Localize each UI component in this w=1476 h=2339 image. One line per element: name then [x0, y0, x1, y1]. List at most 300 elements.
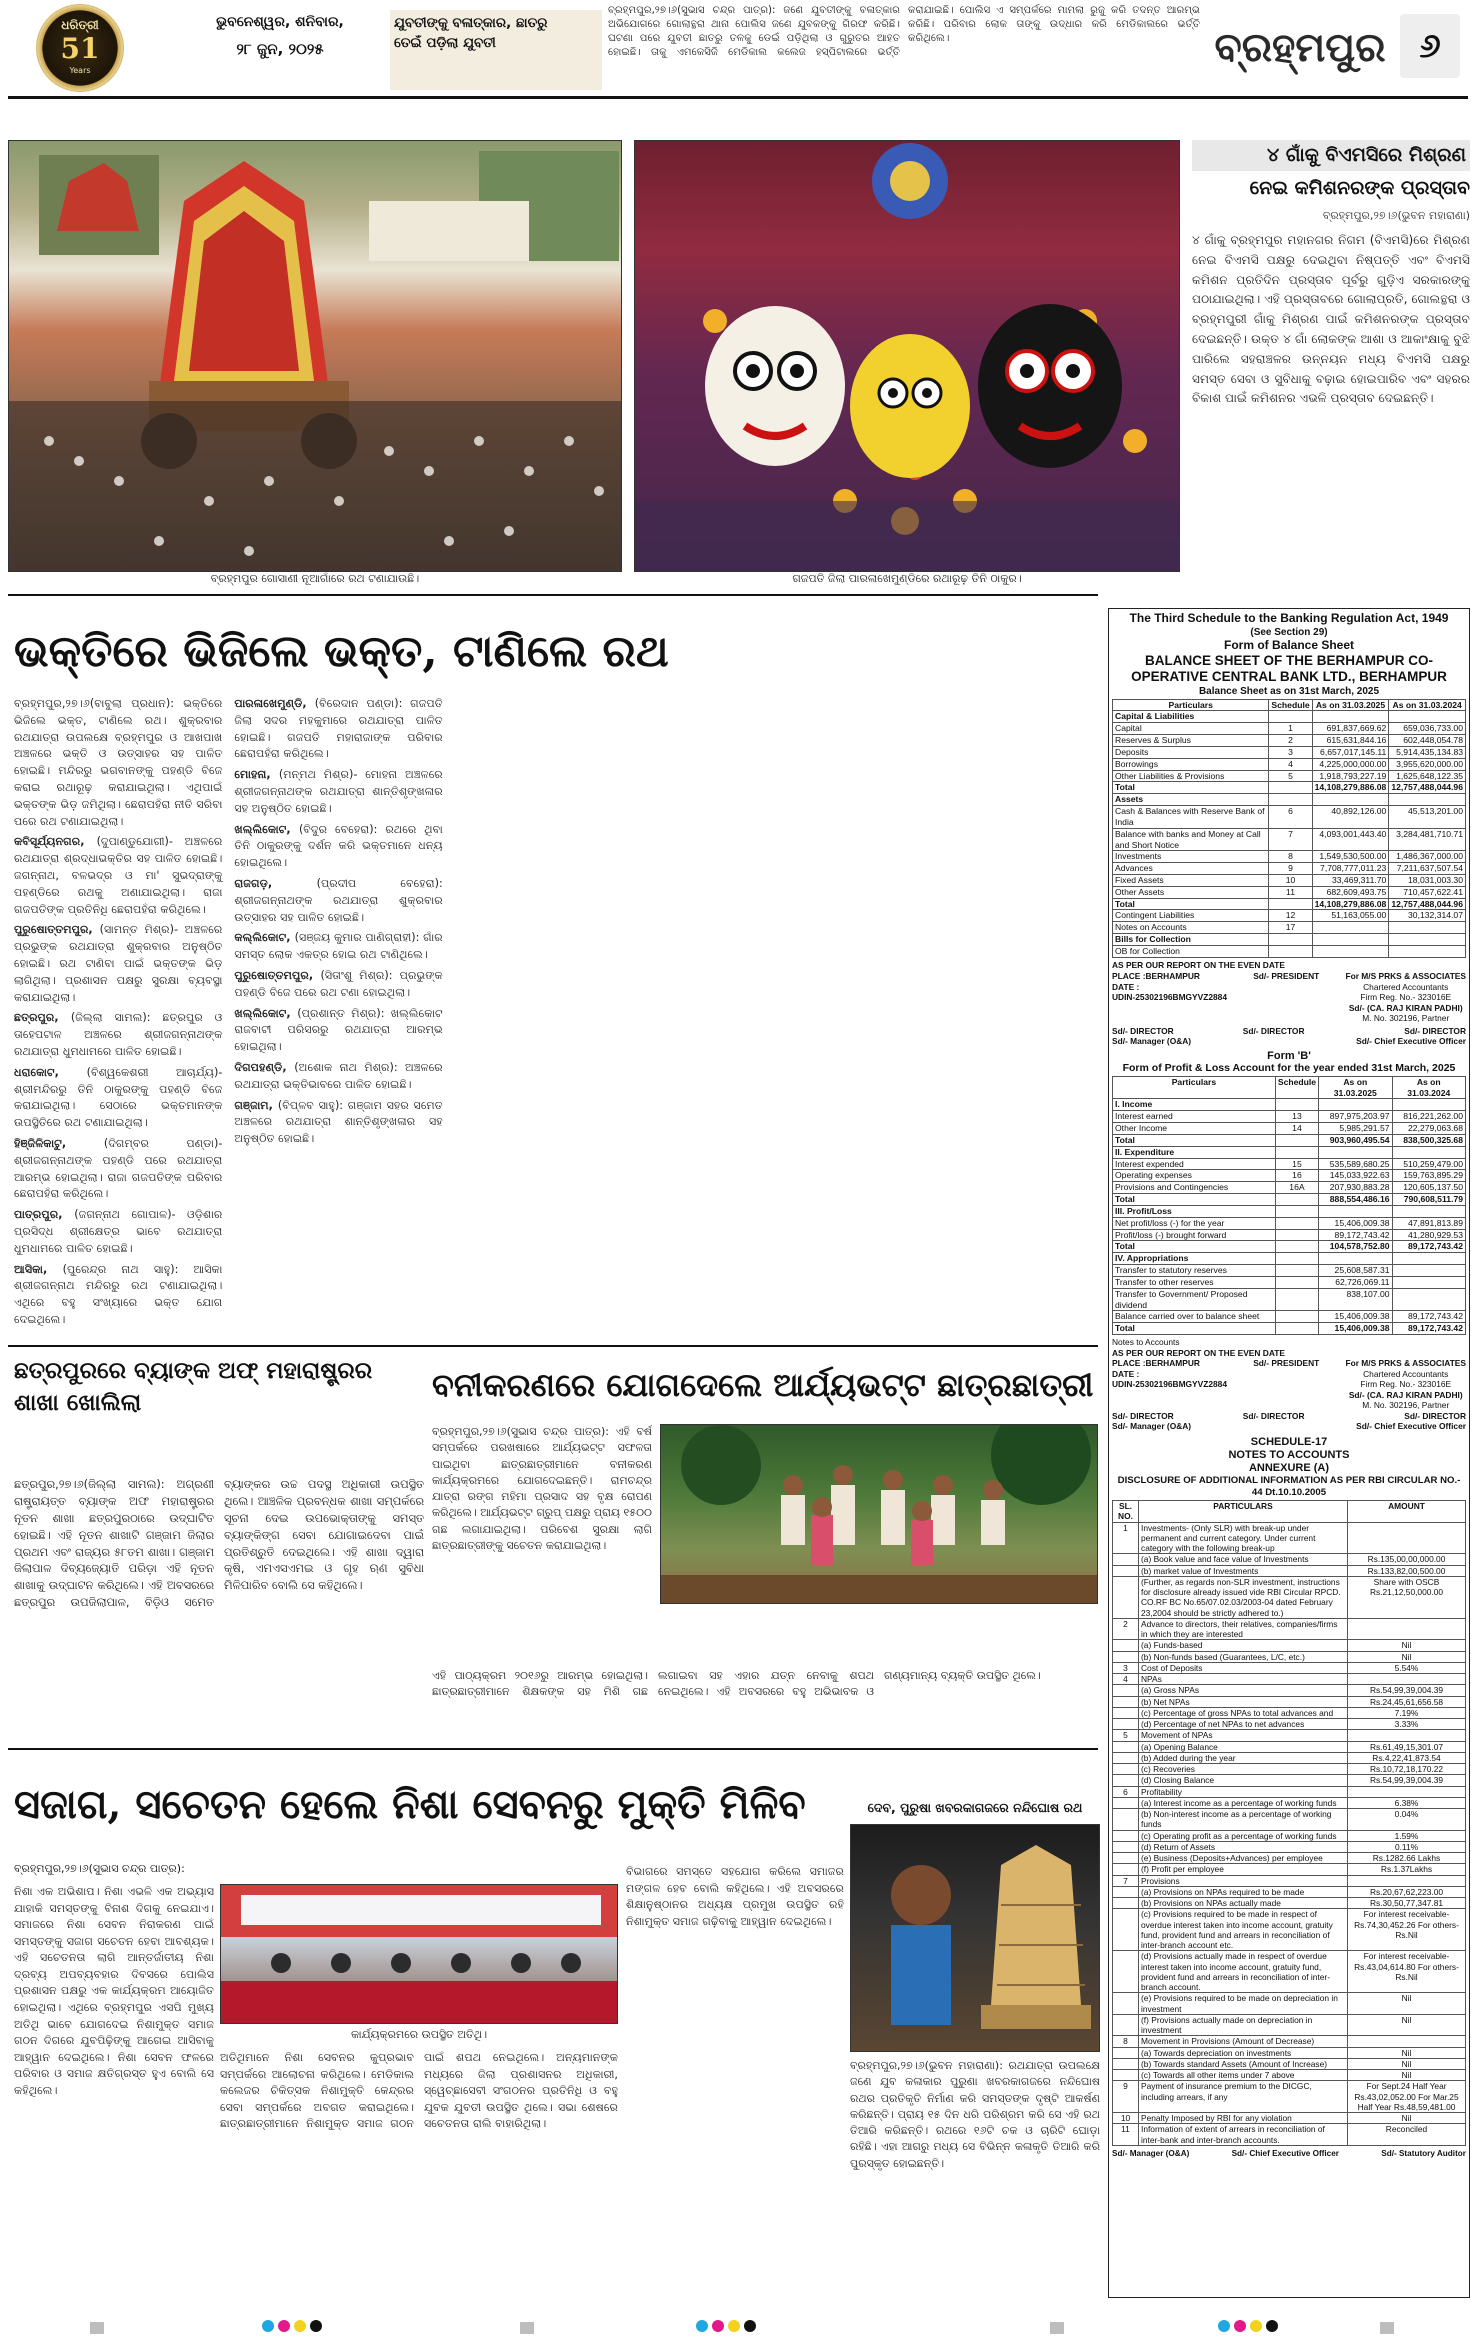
dc-table-cell: [1113, 2058, 1139, 2069]
pl-table-row: [1113, 1288, 1466, 1311]
dc-table-cell: (d) Return of Assets: [1139, 1841, 1348, 1852]
dc-table-cell: 3.33%: [1348, 1719, 1466, 1730]
dc-table-row: [1113, 1741, 1466, 1752]
dc-table-cell: [1113, 2047, 1139, 2058]
bs-table-cell: 7,708,777,011.23: [1312, 863, 1389, 875]
rath-paragraph: [234, 767, 442, 817]
rath-paragraph-text: (ପୁରେନ୍ଦ୍ର ନାଥ ସାହୁ): ଆସିକା ଶ୍ରୀଜଗନ୍ନାଥ ମନ୍ଦିରରୁ ରଥ ଟଣାଯାଇଥିଲା। ଏଥିରେ ବହୁ ସଂଖ୍ୟାରେ ଭକ୍ତ ଯୋଗ ଦେଇଥିଲେ।: [14, 1262, 223, 1326]
bs-column-header: As on 31.03.2024: [1389, 699, 1466, 711]
bs-column-header: As on 31.03.2025: [1312, 699, 1389, 711]
disclosure-footer: [1112, 2149, 1466, 2159]
bs-table-cell: 3,955,620,000.00: [1389, 758, 1466, 770]
pl-table-cell: Total: [1113, 1323, 1276, 1335]
bs-table-cell: 6: [1269, 806, 1312, 829]
dc-table-row: [1113, 1719, 1466, 1730]
bs-table-cell: [1269, 794, 1312, 806]
dc-table-cell: Reconciled: [1348, 2124, 1466, 2146]
dc-table-row: [1113, 1864, 1466, 1875]
bs-table-cell: Fixed Assets: [1113, 874, 1269, 886]
bmc-byline: ବ୍ରହ୍ମପୁର,୨୭।୬(ଭୁବନ ମହାରାଣା): [1322, 209, 1470, 223]
bmc-body: ୪ ଗାଁକୁ ବ୍ରହ୍ମପୁର ମହାନଗର ନିଗମ (ବିଏମସି)ରେ ମିଶ୍ରଣ ନେଇ ବିଏମସି ପକ୍ଷରୁ ଦେଇଥିବା ନିଷ୍ପତ୍ତି ଏବଂ ବିଏମସି କମିଶନ ପ୍ରତିଦିନ ପ୍ରସ୍ତାବ ପୂର୍ବରୁ ଗୁଡ଼ିଏ ସରକାରଙ୍କୁ ପଠାଯାଇଥିଲା। ଏହି ପ୍ରସ୍ତାବରେ ଗୋଲାପ୍ରତି, ଗୋଲନ୍ଥରା ଓ ବ୍ରହ୍ମପୁରୀ ଗାଁକୁ ମିଶ୍ରଣ ପାଇଁ କମିଶନରଙ୍କ ପ୍ରସ୍ତାବ ଦେଇଛନ୍ତି। ଉକ୍ତ ୪ ଗାଁ ଲୋକଙ୍କ ଆଶା ଓ ଆକାଂକ୍ଷାକୁ ବୁଝି ପାରିଲେ ସହରାଞ୍ଚଳର ଉନ୍ନୟନ ମଧ୍ୟ ବିଏମସି ପକ୍ଷରୁ ସମସ୍ତ ସେବା ଓ ସୁବିଧାକୁ ବଢ଼ାଇ ହୋଇପାରିବ ଏବଂ ସହରର ବିକାଶ ପାଇଁ କମିଶନର ଏଭଳି ପ୍ରସ୍ତାବ ଦେଇଛନ୍ତି।: [1192, 233, 1470, 406]
footer-ceo: Sd/- Chief Executive Officer: [1231, 2148, 1339, 2158]
rath-paragraph: [14, 1065, 222, 1132]
dc-table-row: [1113, 1565, 1466, 1576]
dc-table-cell: Nil: [1348, 2047, 1466, 2058]
dc-table-cell: 1.59%: [1348, 1830, 1466, 1841]
dc-table-cell: 4: [1113, 1674, 1139, 1685]
bs-table-cell: [1389, 934, 1466, 946]
pl-table-cell: 888,554,486.16: [1319, 1194, 1392, 1206]
rath-dateline: ପୁରୁଷୋତ୍ତମପୁର,: [234, 968, 321, 982]
rath-dateline: ମୋହନା,: [234, 768, 279, 782]
bs-table-cell: 659,036,733.00: [1389, 723, 1466, 735]
dc-column-header: AMOUNT: [1348, 1501, 1466, 1523]
pl-table-row: [1113, 1158, 1466, 1170]
dc-table-cell: [1113, 1775, 1139, 1786]
section-rule-1: [8, 594, 1098, 596]
dc-table-cell: (d) Provisions actually made in respect of overdue interest taken into income account, gratuity fund, provident fund and arrears in reconciliation of inter-branch account.: [1139, 1951, 1348, 1993]
bs-table-cell: 8: [1269, 851, 1312, 863]
pl-table-row: [1113, 1241, 1466, 1253]
pl-table-cell: III. Profit/Loss: [1113, 1205, 1276, 1217]
pl-table-cell: 14: [1275, 1123, 1318, 1135]
bs-table-cell: Capital: [1113, 723, 1269, 735]
pl-table-cell: 16A: [1275, 1182, 1318, 1194]
teaser-headline: [390, 10, 602, 90]
dc-table-cell: For Sept.24 Half Year Rs.43,02,052.00 For Mar.25 Half Year Rs.48,59,481.00: [1348, 2081, 1466, 2113]
dc-table-row: [1113, 1707, 1466, 1718]
bs-table-cell: 14,108,279,886.08: [1312, 898, 1389, 910]
rath-paragraph-text: (ସଞ୍ଜୟ କୁମାର ପାଣିଗ୍ରାହୀ): ଗାଁର ସମସ୍ତ ଲୋକ ଏକତ୍ର ହୋଇ ରଥ ଟାଣିଥିଲେ।: [234, 931, 443, 962]
dc-table-row: [1113, 1764, 1466, 1775]
bs-table-cell: 1,549,530,500.00: [1312, 851, 1389, 863]
anniversary-logo: [36, 4, 124, 92]
bs-section: (See Section 29): [1250, 626, 1328, 638]
bs-table-cell: [1389, 794, 1466, 806]
bs-table-cell: Deposits: [1113, 746, 1269, 758]
dc-table-cell: (a) Towards depreciation on investments: [1139, 2047, 1348, 2058]
dc-table-cell: [1113, 1719, 1139, 1730]
dc-table-cell: (d) Percentage of net NPAs to net advances: [1139, 1719, 1348, 1730]
bs-table-cell: 4,225,000,000.00: [1312, 758, 1389, 770]
pl-table-row: [1113, 1194, 1466, 1206]
bs-table-cell: Balance with banks and Money at Call and Short Notice: [1113, 828, 1269, 851]
tree-body-top: ବ୍ରହ୍ମପୁର,୨୭।୬(ସୁଭାସ ଚନ୍ଦ୍ର ପାତ୍ର): ଏହି ବର୍ଷ ସମ୍ପର୍କରେ ପରଖଷାରେ ଆର୍ଯ୍ୟଭଟ୍ଟ ସଫଳତା ପାଇଥିବା ଛାତ୍ରଛାତ୍ରୀମାନେ ବନୀକରଣ କାର୍ଯ୍ୟକ୍ରମରେ ଯୋଗଦେଇଛନ୍ତି। ରାମଚନ୍ଦ୍ର ଯାତ୍ରା ରଙ୍ଗ ମହିମା ପ୍ରସାଦ ସହ ବୃକ୍ଷ ରୋପଣ କରିଥିଲେ। ଆର୍ଯ୍ୟଭଟ୍ଟ ଗ୍ରୁପ୍ ପକ୍ଷରୁ ପ୍ରାୟ ୧୫୦୦ ଗଛ ଲଗାଯାଇଥିଲା। ପରିବେଶ ସୁରକ୍ଷା ଲାଗି ଛାତ୍ରଛାତ୍ରୀଙ୍କୁ ସଚେତନ କରାଯାଇଥିଲା।: [432, 1425, 652, 1552]
deity-photo-caption: ଗଜପତି ଜିଲା ପାରଳାଖେମୁଣ୍ଡିରେ ରଥାରୂଢ଼ ତିନି ଠାକୁର।: [634, 572, 1180, 590]
dc-table-cell: 1: [1113, 1522, 1139, 1554]
dc-table-cell: (c) Recoveries: [1139, 1764, 1348, 1775]
bs-table-cell: 602,448,054.78: [1389, 735, 1466, 747]
bmc-story: [1192, 140, 1470, 592]
schedule-17: SCHEDULE-17: [1250, 1435, 1328, 1448]
rath-headline: ଭକ୍ତିରେ ଭିଜିଲେ ଭକ୍ତ, ଟାଣିଲେ ରଥ: [14, 626, 669, 677]
pl-table-row: [1113, 1182, 1466, 1194]
dc-table-cell: (c) Operating profit as a percentage of working funds: [1139, 1830, 1348, 1841]
rath-body-paragraphs: [14, 696, 443, 1338]
rath-paragraph-text: (ପ୍ରଶାନ୍ତ ମିଶ୍ର): ଖଲ୍ଲିକୋଟ ରାଜବାଟୀ ପରିସରରୁ ରଥଯାତ୍ରା ଆରମ୍ଭ ହୋଇଥିଲା।: [234, 1006, 443, 1054]
dc-table-cell: 5: [1113, 1730, 1139, 1741]
pl-table-cell: Profit/loss (-) brought forward: [1113, 1229, 1276, 1241]
bs-table-cell: 12: [1269, 910, 1312, 922]
dc-table-cell: [1348, 1522, 1466, 1554]
rath-paragraph-text: (ବିଦୁର ବେହେରା): ରଥରେ ଥିବା ତିନି ଠାକୁରଙ୍କୁ ଦର୍ଶନ କରି ଭକ୍ତମାନେ ଧନ୍ୟ ହୋଇଥିଲେ।: [234, 822, 443, 870]
bs-table-cell: 30,132,314.07: [1389, 910, 1466, 922]
rath-paragraph: [234, 696, 442, 763]
rath-paragraph: [14, 1262, 222, 1329]
bs-date: Balance Sheet as on 31st March, 2025: [1198, 685, 1380, 697]
artist-body-bottom: ବ୍ରହ୍ମପୁର,୨୭।୬(ଭୁବନ ମହାରାଣା): ରଥଯାତ୍ରା ଉପଲକ୍ଷେ ଜଣେ ଯୁବ କଳାକାର ପୁରୁଣା ଖବରକାଗଜରେ ନନ୍ଦିଘୋଷ ରଥର ପ୍ରତିକୃତି ନିର୍ମାଣ କରି ସମସ୍ତଙ୍କ ଦୃଷ୍ଟି ଆକର୍ଷଣ କରିଛନ୍ତି। ପ୍ରାୟ ୧୫ ଦିନ ଧରି ପରିଶ୍ରମ କରି ସେ ଏହି ରଥ ତିଆରି କରିଛନ୍ତି। ରଥରେ ୧୬ଟି ଚକ ଓ ଚାରିଟି ଘୋଡ଼ା ରହିଛି। ଏହା ଆଗରୁ ମଧ୍ୟ ସେ ବିଭିନ୍ନ କଳାକୃତି ତିଆରି କରି ପୁରସ୍କୃତ ହୋଇଛନ୍ତି।: [850, 2059, 1100, 2170]
dc-table-cell: (a) Funds-based: [1139, 1640, 1348, 1651]
dc-table-cell: Rs.4,22,41,873.54: [1348, 1752, 1466, 1763]
bs-table-cell: [1389, 711, 1466, 723]
pl-table-body: [1113, 1099, 1466, 1335]
bs-form-title: Form of Balance Sheet: [1223, 637, 1355, 652]
pl-table-cell: [1275, 1288, 1318, 1311]
tree-body-bottom: ଏହି ପାଠ୍ୟକ୍ରମ ୨୦୧୬ରୁ ଆରମ୍ଭ ହୋଇଥିଲା। ଛାତ୍ରଛାତ୍ରୀମାନେ ଶିକ୍ଷକଙ୍କ ସହ ମିଶି ଗଛ ଲଗାଇବା ସହ ଏହାର ଯତ୍ନ ନେବାକୁ ଶପଥ ନେଇଥିଲେ। ଏହି ଅବସରରେ ବହୁ ଅଭିଭାବକ ଓ ଗଣ୍ୟମାନ୍ୟ ବ୍ୟକ୍ତି ଉପସ୍ଥିତ ଥିଲେ।: [432, 1669, 1041, 1699]
dc-table-cell: Investments- (Only SLR) with break-up under permanent and current category. Under current category with the following break-up: [1139, 1522, 1348, 1554]
dc-table-cell: (Further, as regards non-SLR investment, instructions for disclosure already issued vide RBI Circular RPCD. CO.RF BC No.65/07.02.03/2003-04 dated February 23,2004 should be strictly adhered to.): [1139, 1576, 1348, 1618]
disclosure-title: DISCLOSURE OF ADDITIONAL INFORMATION AS PER RBI CIRCULAR NO.- 44 Dt.10.10.2005: [1117, 1475, 1461, 1498]
dc-table-cell: Information of extent of arrears in reconciliation of inter-bank and inter-branch accounts.: [1139, 2124, 1348, 2146]
bs-table-row: [1113, 746, 1466, 758]
dc-table-row: [1113, 1797, 1466, 1808]
bs-table-cell: 40,892,126.00: [1312, 806, 1389, 829]
pl-table-cell: [1275, 1194, 1318, 1206]
pl-table-cell: [1275, 1241, 1318, 1253]
rath-paragraph: [234, 1060, 442, 1094]
dc-table-cell: 0.04%: [1348, 1809, 1466, 1831]
rath-paragraph: [14, 834, 222, 918]
bs-table-cell: [1389, 922, 1466, 934]
dc-table-cell: Payment of insurance premium to the DICGC, including arrears, if any: [1139, 2081, 1348, 2113]
pl-table-cell: [1319, 1253, 1392, 1265]
bs-table-cell: Reserves & Surplus: [1113, 735, 1269, 747]
rath-illustration: [9, 141, 622, 572]
bs-bank-name: BALANCE SHEET OF THE BERHAMPUR CO-OPERATIVE CENTRAL BANK LTD., BERHAMPUR: [1131, 653, 1447, 685]
pl-table-cell: 15: [1275, 1158, 1318, 1170]
dc-table-cell: (a) Book value and face value of Investments: [1139, 1554, 1348, 1565]
pl-table-row: [1113, 1123, 1466, 1135]
artist-headline: ଦେବ, ପୁରୁଷା ଖବରକାଗଜରେ ନନ୍ଦିଘୋଷ ରଥ: [867, 1800, 1083, 1815]
pl-table-cell: Net profit/loss (-) for the year: [1113, 1217, 1276, 1229]
dc-table-cell: [1113, 1809, 1139, 1831]
dc-table-row: [1113, 1993, 1466, 2015]
dc-table-row: [1113, 1662, 1466, 1673]
dc-table-cell: [1348, 1674, 1466, 1685]
pl-date-label: DATE :: [1112, 1368, 1140, 1379]
dc-table-cell: [1113, 1685, 1139, 1696]
dc-table-cell: [1348, 1618, 1466, 1640]
dc-table-row: [1113, 1685, 1466, 1696]
bs-director-left: [1112, 1026, 1191, 1047]
dc-table-cell: [1113, 1741, 1139, 1752]
masthead: [0, 0, 1476, 96]
grey-mark-right: [1050, 2322, 1064, 2334]
bs-table-cell: [1312, 711, 1389, 723]
pl-column-header: As on 31.03.2025: [1319, 1076, 1392, 1099]
masthead-rule: [8, 96, 1468, 99]
dateline: [170, 14, 390, 84]
bs-schedule-title: The Third Schedule to the Banking Regulation Act, 1949: [1129, 611, 1449, 625]
pl-table-cell: [1392, 1099, 1465, 1111]
bs-table-cell: [1269, 711, 1312, 723]
rath-paragraph-text: (ଅଶୋକ ନାଥ ମିଶ୍ର): ଅଞ୍ଚଳରେ ରଥଯାତ୍ରା ଭକ୍ତିଭାବରେ ପାଳିତ ହୋଇଛି।: [234, 1060, 443, 1091]
dc-table-cell: [1113, 1886, 1139, 1897]
dc-table-cell: (c) Percentage of gross NPAs to total advances and: [1139, 1707, 1348, 1718]
bs-table-cell: 45,513,201.00: [1389, 806, 1466, 829]
pl-table-cell: [1319, 1099, 1392, 1111]
bank-body: ଛତ୍ରପୁର,୨୭।୬(ଜିଲ୍ଲା ସାମଲ): ଅଗ୍ରଣୀ ରାଷ୍ଟ୍ରାୟତ୍ତ ବ୍ୟାଙ୍କ ଅଫ ମହାରାଷ୍ଟ୍ରର ନୂତନ ଶାଖା ଛତ୍ରପୁରଠାରେ ଉଦ୍‌ଘାଟିତ ହୋଇଛି। ଏହି ନୂତନ ଶାଖାଟି ଗଞ୍ଜାମ ଜିଲାର ପ୍ରଥମ ଏବଂ ରାଜ୍ୟର ୫୮ତମ ଶାଖା। ଗଞ୍ଜାମ ଜିଲାପାଳ ଦିବ୍ୟଜ୍ୟୋତି ପରିଡ଼ା ଏହି ନୂତନ ଶାଖାକୁ ଉଦ୍‌ଘାଟନ କରିଥିଲେ। ଏହି ଅବସରରେ ଛତ୍ରପୁର ଉପଜିଲାପାଳ, ବିଡ଼ିଓ ସମେତ ବ୍ୟାଙ୍କର ଉଚ୍ଚ ପଦସ୍ଥ ଅଧିକାରୀ ଉପସ୍ଥିତ ଥିଲେ। ଆଞ୍ଚଳିକ ପ୍ରବନ୍ଧକ ଶାଖା ସମ୍ପର୍କରେ ସୂଚନା ଦେଇ ଉପଭୋକ୍ତାଙ୍କୁ ସମସ୍ତ ବ୍ୟାଙ୍କିଙ୍ଗ ସେବା ଯୋଗାଇଦେବା ପାଇଁ ପ୍ରତିଶ୍ରୁତି ଦେଇଥିଲେ। ଏହି ଶାଖା ଦ୍ୱାରା କୃଷି, ଏମଏସଏମଇ ଓ ଗୃହ ଋଣ ସୁବିଧା ମିଳିପାରିବ ବୋଲି ସେ କହିଥିଲେ।: [14, 1477, 424, 1610]
pl-table-cell: 89,172,743.42: [1392, 1323, 1465, 1335]
bs-manager-text: Sd/- Manager (O&A): [1112, 1036, 1192, 1047]
dc-table-cell: [1348, 1786, 1466, 1797]
bs-table-cell: 4: [1269, 758, 1312, 770]
grey-mark-left: [90, 2322, 104, 2334]
bs-director-left-text: Sd/- DIRECTOR: [1112, 1025, 1174, 1036]
pl-table-cell: I. Income: [1113, 1099, 1276, 1111]
pl-table-row: [1113, 1134, 1466, 1146]
bs-table-cell: 691,837,669.62: [1312, 723, 1389, 735]
dc-table-row: [1113, 1786, 1466, 1797]
dc-table-row: [1113, 1618, 1466, 1640]
dc-table-row: [1113, 1853, 1466, 1864]
bs-place: PLACE :BERHAMPUR: [1112, 971, 1200, 982]
pl-table-cell: Total: [1113, 1134, 1276, 1146]
bs-table-cell: [1312, 945, 1389, 957]
tree-photo: [660, 1424, 1098, 1604]
pl-director-right-text: Sd/- DIRECTOR: [1404, 1410, 1466, 1421]
pl-table-cell: 120,605,137.50: [1392, 1182, 1465, 1194]
dc-table-cell: 2: [1113, 1618, 1139, 1640]
rath-paragraph-text: (ବିପ୍ଳବ ସାହୁ): ଗଞ୍ଜାମ ସହର ସମେତ ଅଞ୍ଚଳରେ ରଥଯାତ୍ରା ଶାନ୍ତିଶୃଙ୍ଖଳାର ସହ ଅନୁଷ୍ଠିତ ହୋଇଛି।: [234, 1098, 443, 1146]
pl-table-cell: 790,608,511.79: [1392, 1194, 1465, 1206]
dc-table-cell: Rs.54,99,39,004.39: [1348, 1775, 1466, 1786]
rath-dateline: ପୁରୁଷୋତ୍ତମପୁର,: [14, 923, 100, 937]
pl-column-header: As on 31.03.2024: [1392, 1076, 1465, 1099]
disclosure-table: [1112, 1500, 1466, 2146]
dc-table-row: [1113, 2036, 1466, 2047]
pl-table-cell: 535,589,680.25: [1319, 1158, 1392, 1170]
rath-paragraph: [14, 922, 222, 1006]
pl-table-cell: [1275, 1253, 1318, 1265]
pl-firm-2: Chartered Accountants: [1363, 1368, 1449, 1379]
rath-paragraph-text: (ଦିଗମ୍ବର ପଣ୍ଡା)- ଶ୍ରୀଜଗନ୍ନାଥଙ୍କ ପହଣ୍ଡି ପରେ ରଥଯାତ୍ରା ଆରମ୍ଭ ହୋଇଥିଲା। ରାଜା ଗଜପତିଙ୍କ ପରିବାର ଛେରାପହଁରା କରିଥିଲେ।: [14, 1136, 223, 1201]
pl-table-cell: II. Expenditure: [1113, 1146, 1276, 1158]
bs-table-cell: 18,031,003.30: [1389, 874, 1466, 886]
bs-udin: UDIN-25302196BMGYVZ2884: [1112, 992, 1227, 1003]
rath-dateline: ଖଲ୍ଲିକୋଟ,: [234, 1006, 298, 1020]
pl-firm: For M/S PRKS & ASSOCIATES: [1345, 1358, 1466, 1368]
section-rule-2: [8, 1345, 1098, 1347]
bs-table-row: [1113, 735, 1466, 747]
dc-table-cell: Share with OSCB Rs.21,12,50,000.00: [1348, 1576, 1466, 1618]
teaser-body: ବ୍ରହ୍ମପୁର,୨୭।୬(ସୁଭାସ ଚନ୍ଦ୍ର ପାତ୍ର): ଜଣେ ଯୁବତୀଙ୍କୁ ବଳାତ୍କାର ଅଭିଯୋଗରେ ଗୋଲାନ୍ଥରା ଥାନା ପୋଲିସ ଜଣେ ଯୁବକଙ୍କୁ ଗିରଫ କରିଛି। ଘଟଣା ପରେ ଯୁବତୀ ଛାତରୁ ତଳକୁ ଡେଇଁ ପଡ଼ିଥିଲା ଓ ଗୁରୁତର ଆହତ ହୋଇଛି। ତାକୁ ଏମକେସିଜି ମେଡିକାଲ କଲେଜ ହସ୍ପିଟାଲରେ ଭର୍ତ୍ତି କରାଯାଇଛି। ପୋଲିସ ଏ ସମ୍ପର୍କରେ ମାମଲା ରୁଜୁ କରି ତଦନ୍ତ ଆରମ୍ଭ କରିଛି। ପରିବାର ଲୋକ ତାଙ୍କୁ ଉଦ୍ଧାର କରି ମେଡିକାଲରେ ଭର୍ତ୍ତି କରିଥିଲେ।: [608, 5, 1200, 58]
bs-ceo-text: Sd/- Chief Executive Officer: [1356, 1036, 1466, 1047]
pl-udin: UDIN-25302196BMGYVZ2884: [1112, 1379, 1227, 1389]
dc-table-cell: 7.19%: [1348, 1707, 1466, 1718]
dc-table-cell: [1113, 1993, 1139, 2015]
rath-dateline: ଛତ୍ରପୁର,: [14, 1011, 71, 1025]
bs-table-cell: [1269, 898, 1312, 910]
drug-byline: ବ୍ରହ୍ମପୁର,୨୭।୬(ସୁଭାସ ଚନ୍ଦ୍ର ପାତ୍ର):: [14, 1862, 185, 1875]
bs-table-row: [1113, 945, 1466, 957]
dc-table-cell: [1113, 1898, 1139, 1909]
pl-table-cell: 15,406,009.38: [1319, 1311, 1392, 1323]
pl-title: Form of Profit & Loss Account for the year ended 31st March, 2025: [1122, 1061, 1456, 1074]
bs-table-cell: 51,163,055.00: [1312, 910, 1389, 922]
pl-table-cell: 838,107.00: [1319, 1288, 1392, 1311]
drug-photo-caption: କାର୍ଯ୍ୟକ୍ରମରେ ଉପସ୍ଥିତ ଅତିଥି।: [350, 2028, 488, 2041]
dc-table-row: [1113, 2014, 1466, 2036]
bs-table-row: [1113, 886, 1466, 898]
rath-dateline: କବିସୂର୍ଯ୍ୟନଗର,: [14, 835, 97, 849]
dc-table-cell: (c) Provisions required to be made in respect of overdue interest taken into income account, gratuity fund, provident fund and arrears in reconciliation of inter-branch account etc.: [1139, 1909, 1348, 1951]
dc-table-cell: Rs.1282.66 Lakhs: [1348, 1853, 1466, 1864]
bs-table-cell: 615,631,844.16: [1312, 735, 1389, 747]
rath-paragraph-text: (ବିରେଦାନ ପଣ୍ଡା): ଗଜପତି ଜିଲା ସଦର ମହକୁମାରେ ରଥଯାତ୍ରା ପାଳିତ ହୋଇଛି। ଗଜପତି ମହାରାଜାଙ୍କ ପରିବାର ଛେରାପହଁରା କରିଥିଲେ।: [234, 697, 443, 761]
dc-table-row: [1113, 1809, 1466, 1831]
bs-table-row: [1113, 922, 1466, 934]
dc-table-cell: Rs.20,67,62,223.00: [1348, 1886, 1466, 1897]
rath-paragraph-text: (ଦୁପାଣ୍ଡୁଯୋଗୀ)- ଅଞ୍ଚଳରେ ରଥଯାତ୍ରା ଶ୍ରଦ୍ଧାଭକ୍ତିର ସହ ପାଳିତ ହୋଇଛି। ଜଗନ୍ନାଥ, ବଳଭଦ୍ର ଓ ମା' ସୁଭଦ୍ରାଙ୍କୁ ପହଣ୍ଡିରେ ରଥକୁ ଅଣାଯାଇଥିଲା। ରାଜା ଗଜପତିଙ୍କ ପ୍ରତିନିଧି ଛେରାପହଁରା କରିଥିଲେ।: [14, 835, 223, 916]
dateline-day: ଭୁବନେଶ୍ୱର, ଶନିବାର,: [216, 14, 344, 30]
rath-dateline: କଲ୍ଲିକୋଟ,: [234, 931, 295, 945]
pl-table-cell: IV. Appropriations: [1113, 1253, 1276, 1265]
dc-table-cell: 11: [1113, 2124, 1139, 2146]
pl-table-cell: Other Income: [1113, 1123, 1276, 1135]
dc-table-cell: [1113, 1752, 1139, 1763]
bs-date-label: DATE :: [1112, 981, 1140, 992]
bs-table-cell: 11: [1269, 886, 1312, 898]
dc-table-cell: Rs.30,50,77,347.81: [1348, 1898, 1466, 1909]
bs-firm-reg: Firm Reg. No.- 323016E: [1360, 992, 1452, 1003]
pl-table-cell: Interest expended: [1113, 1158, 1276, 1170]
page-number: ୬: [1400, 14, 1460, 78]
pl-table-row: [1113, 1253, 1466, 1265]
teaser-head-line-1: ଯୁବତୀଙ୍କୁ ବଳାତ୍କାର, ଛାତରୁ: [394, 15, 548, 31]
drug-photo: [220, 1884, 618, 2024]
print-registration-marks: [0, 2314, 1476, 2339]
bs-table-cell: Total: [1113, 898, 1269, 910]
bs-firm: For M/S PRKS & ASSOCIATES: [1345, 971, 1466, 982]
bs-table-body: [1113, 711, 1466, 957]
pl-table-cell: [1275, 1205, 1318, 1217]
bs-table-cell: 10: [1269, 874, 1312, 886]
pl-table-cell: 15,406,009.38: [1319, 1323, 1392, 1335]
rath-dateline: ପାରଳାଖେମୁଣ୍ଡି,: [234, 697, 315, 710]
dc-table-cell: (e) Business (Deposits+Advances) per employee: [1139, 1853, 1348, 1864]
pl-table-row: [1113, 1217, 1466, 1229]
dc-table-cell: [1113, 2014, 1139, 2036]
bs-partner: Sd/- (CA. RAJ KIRAN PADHI): [1348, 1002, 1463, 1013]
bs-table-cell: Total: [1113, 782, 1269, 794]
dc-table-row: [1113, 1775, 1466, 1786]
dc-table-cell: Nil: [1348, 1640, 1466, 1651]
pl-president: Sd/- PRESIDENT: [1253, 1358, 1320, 1368]
dc-table-cell: (a) Gross NPAs: [1139, 1685, 1348, 1696]
dc-table-cell: (b) market value of Investments: [1139, 1565, 1348, 1576]
bs-signatures-row: [1112, 1026, 1466, 1047]
artist-body-top: ବିଭାଗରେ ସମସ୍ତେ ସହଯୋଗ କରିଲେ ସମାଜର ମଙ୍ଗଳ ହେବ ବୋଲି କହିଥିଲେ। ଏହି ଅବସରରେ ଶିକ୍ଷାନୁଷ୍ଠାନର ଅଧ୍ୟକ୍ଷ ପ୍ରମୁଖ ଉପସ୍ଥିତ ରହି ନିଶାମୁକ୍ତ ସମାଜ ଗଢ଼ିବାକୁ ଆହ୍ୱାନ ଦେଇଥିଲେ।: [626, 1865, 844, 1928]
dc-table-cell: 10: [1113, 2113, 1139, 2124]
dc-table-cell: [1113, 1864, 1139, 1875]
dc-table-cell: 0.11%: [1348, 1841, 1466, 1852]
balance-sheet-ad: [1108, 608, 1470, 2298]
dc-table-row: [1113, 1554, 1466, 1565]
pl-membership: M. No. 302196, Partner: [1362, 1400, 1450, 1410]
pl-table-row: [1113, 1229, 1466, 1241]
bs-table-row: [1113, 828, 1466, 851]
pl-table-cell: Transfer to other reserves: [1113, 1276, 1276, 1288]
rath-paragraph-text: (ମନ୍ମଥ ମିଶ୍ର)- ମୋହନା ଅଞ୍ଚଳରେ ଶ୍ରୀଜଗନ୍ନାଥଙ୍କ ରଥଯାତ୍ରା ଶାନ୍ତିଶୃଙ୍ଖଳାର ସହ ଅନୁଷ୍ଠିତ ହୋଇଛି।: [234, 768, 443, 815]
bs-table-row: [1113, 711, 1466, 723]
pl-table-cell: 510,259,479.00: [1392, 1158, 1465, 1170]
dc-table-cell: (f) Profit per employee: [1139, 1864, 1348, 1875]
rath-paragraph-text: ବ୍ରହ୍ମପୁର,୨୭।୬(ବାବୁଲା ପ୍ରଧାନ): ଭକ୍ତିରେ ଭିଜିଲେ ଭକ୍ତ, ଟାଣିଲେ ରଥ। ଶୁକ୍ରବାର ରଥଯାତ୍ରା ଉପଲକ୍ଷେ ବ୍ରହ୍ମପୁର ଓ ଆଖପାଖ ଅଞ୍ଚଳରେ ଭକ୍ତି ଓ ଉତ୍ସାହର ସହ ପାଳିତ ହୋଇଛି। ମନ୍ଦିରରୁ ଭଗବାନଙ୍କୁ ପହଣ୍ଡି ବିଜେ କରାଇ ରଥାରୂଢ଼ କରାଯାଇଥିଲା। ଏଥିପାଇଁ ଭକ୍ତଙ୍କ ଭିଡ଼ ଜମିଥିଲା। ଛେରାପହଁରା ନୀତି ସରିବା ପରେ ରଥ ଟଣାଯାଇଥିଲା।: [14, 697, 223, 828]
dc-table-row: [1113, 2081, 1466, 2113]
dateline-date: ୨୮ ଜୁନ, ୨୦୨୫: [236, 40, 324, 58]
pl-place: PLACE :BERHAMPUR: [1112, 1358, 1200, 1368]
dc-table-cell: (b) Provisions on NPAs actually made: [1139, 1898, 1348, 1909]
logo-top-text: ଧରିତ୍ରୀ: [61, 18, 99, 32]
dc-table-cell: Movement of NPAs: [1139, 1730, 1348, 1741]
dc-table-row: [1113, 1951, 1466, 1993]
pl-table-cell: [1319, 1146, 1392, 1158]
dc-table-cell: Rs.10,72,18,170.22: [1348, 1764, 1466, 1775]
footer-auditor: Sd/- Statutory Auditor: [1381, 2148, 1466, 2158]
balance-sheet-table: [1112, 699, 1466, 958]
dc-table-cell: For interest receivable- Rs.74,30,452.26 For others- Rs.Nil: [1348, 1909, 1466, 1951]
pl-table-cell: 47,891,813.89: [1392, 1217, 1465, 1229]
pl-table-cell: [1275, 1217, 1318, 1229]
footer-manager: Sd/- Manager (O&A): [1112, 2148, 1190, 2158]
bs-president: Sd/- PRESIDENT: [1253, 971, 1320, 982]
dc-table-row: [1113, 1752, 1466, 1763]
dc-table-cell: (b) Non-interest income as a percentage of working funds: [1139, 1809, 1348, 1831]
bs-table-cell: [1269, 945, 1312, 957]
bs-table-cell: Capital & Liabilities: [1113, 711, 1269, 723]
bs-table-cell: Advances: [1113, 863, 1269, 875]
grey-mark-mid: [520, 2322, 534, 2334]
pl-signature-block: [1112, 1358, 1466, 1411]
bs-table-cell: 4,093,001,443.40: [1312, 828, 1389, 851]
pl-table-cell: [1275, 1323, 1318, 1335]
pl-table-cell: 22,279,063.68: [1392, 1123, 1465, 1135]
dc-table-row: [1113, 1576, 1466, 1618]
dc-table-cell: [1113, 1951, 1139, 1993]
pl-table-cell: [1319, 1205, 1392, 1217]
pl-manager-text: Sd/- Manager (O&A): [1112, 1421, 1192, 1431]
pl-table-cell: 104,578,752.80: [1319, 1241, 1392, 1253]
dc-table-cell: Rs.1.37Lakhs: [1348, 1864, 1466, 1875]
dc-table-cell: Rs.61,49,15,301.07: [1348, 1741, 1466, 1752]
bs-table-cell: [1389, 945, 1466, 957]
pl-sig-left: [1112, 1358, 1227, 1411]
pl-form-b: Form 'B': [1267, 1049, 1311, 1062]
pl-table-cell: Balance carried over to balance sheet: [1113, 1311, 1276, 1323]
bs-table-cell: 710,457,622.41: [1389, 886, 1466, 898]
dc-table-cell: 8: [1113, 2036, 1139, 2047]
dc-table-row: [1113, 1898, 1466, 1909]
pl-table-cell: Transfer to statutory reserves: [1113, 1265, 1276, 1277]
bs-table-row: [1113, 770, 1466, 782]
dc-table-cell: [1113, 1797, 1139, 1808]
bs-table-cell: 1,918,793,227.19: [1312, 770, 1389, 782]
drug-body-mid: ଅତିଥିମାନେ ନିଶା ସେବନର କୁପ୍ରଭାବ ସମ୍ପର୍କରେ ଆଲୋଚନା କରିଥିଲେ। ମେଡିକାଲ କଲେଜର ଚିକିତ୍ସକ ନିଶାମୁକ୍ତି କେନ୍ଦ୍ରର ସେବା ସମ୍ପର୍କରେ ଅବଗତ କରାଇଥିଲେ। ଛାତ୍ରଛାତ୍ରୀମାନେ ନିଶାମୁକ୍ତ ସମାଜ ଗଠନ ପାଇଁ ଶପଥ ନେଇଥିଲେ। ଅନ୍ୟମାନଙ୍କ ମଧ୍ୟରେ ଜିଲା ପ୍ରଶାସନର ଅଧିକାରୀ, ସ୍ୱେଚ୍ଛାସେବୀ ସଂଗଠନର ପ୍ରତିନିଧି ଓ ବହୁ ଯୁବକ ଯୁବତୀ ଉପସ୍ଥିତ ଥିଲେ। ସଭା ଶେଷରେ ସଚେତନତା ରାଲି ବାହାରିଥିଲା।: [220, 2051, 618, 2131]
pl-table-cell: [1392, 1288, 1465, 1311]
dc-table-row: [1113, 2070, 1466, 2081]
bs-sig-left: [1112, 971, 1227, 1024]
